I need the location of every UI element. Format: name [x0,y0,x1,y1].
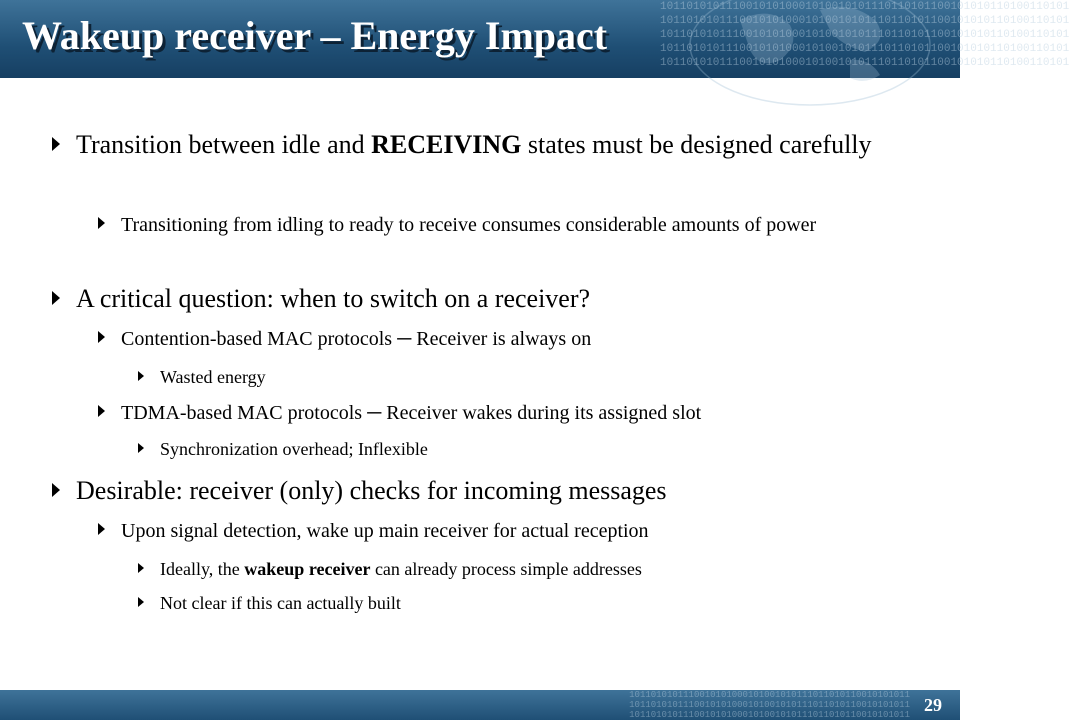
bullet-triangle-icon [52,137,60,151]
bullet-text: TDMA-based MAC protocols ─ Receiver wakes during its assigned slot [121,402,702,424]
bullet-triangle-icon [138,443,144,453]
bullet-text: Upon signal detection, wake up main receiver for actual reception [121,520,649,542]
bullet-triangle-icon [52,483,60,497]
bullet-tdma [98,398,938,428]
bullet-text: Contention-based MAC protocols ─ Receiver is always on [121,328,592,350]
bullet-triangle-icon [138,563,144,573]
binary-row: 10110101011100101010001010010101110110101100101010110100110101 [660,29,1069,41]
bullet-transition [52,128,912,162]
text-run: states must be designed carefully [521,130,872,159]
text-run: Transition between idle and [76,130,372,159]
binary-row: 1011010101110010101000101001010111011010110010101011 [629,700,910,710]
bullet-transitioning [98,210,868,240]
text-run: Ideally, the [160,559,245,579]
binary-row: 10110101011100101010001010010101110110101100101010110100110101 [660,1,1069,13]
binary-row: 10110101011100101010001010010101110110101100101010110100110101 [660,15,1069,27]
bullet-text: Synchronization overhead; Inflexible [160,439,428,459]
binary-row: 10110101011100101010001010010101110110101100101010110100110101 [660,43,1069,55]
slide-title: Wakeup receiver – Energy Impact [22,13,608,58]
binary-row: 1011010101110010101000101001010111011010110010101011 [629,690,910,700]
footer-bar [0,690,960,720]
bullet-critical-question [52,282,912,316]
bullet-signal-detection [98,516,918,546]
text-run-bold: wakeup receiver [244,559,371,579]
binary-row: 1011010101110010101000101001010111011010110010101011 [629,710,910,720]
bullet-triangle-icon [138,597,144,607]
bullet-triangle-icon [98,331,105,343]
bullet-triangle-icon [98,217,105,229]
binary-row: 10110101011100101010001010010101110110101100101010110100110101 [660,57,1069,69]
bullet-desirable [52,474,932,508]
bullet-text: A critical question: when to switch on a receiver? [76,284,591,313]
bullet-text: Not clear if this can actually built [160,593,401,613]
bullet-triangle-icon [98,523,105,535]
bullet-contention [98,324,918,354]
bullet-not-clear [138,591,898,615]
bullet-wasted-energy [138,365,898,389]
bullet-text: Desirable: receiver (only) checks for incoming messages [76,476,667,505]
bullet-synchronization [138,437,898,461]
bullet-ideally [138,557,918,581]
text-run-bold: RECEIVING [371,130,522,159]
page-number: 29 [924,695,942,715]
bullet-text [76,128,872,162]
bullet-text: Wasted energy [160,367,266,387]
bullet-triangle-icon [52,291,60,305]
binary-pattern [629,690,910,720]
bullet-triangle-icon [138,371,144,381]
bullet-text [160,557,642,581]
bullet-triangle-icon [98,405,105,417]
text-run: can already process simple addresses [370,559,642,579]
bullet-text: Transitioning from idling to ready to receive consumes considerable amounts of power [121,214,817,236]
